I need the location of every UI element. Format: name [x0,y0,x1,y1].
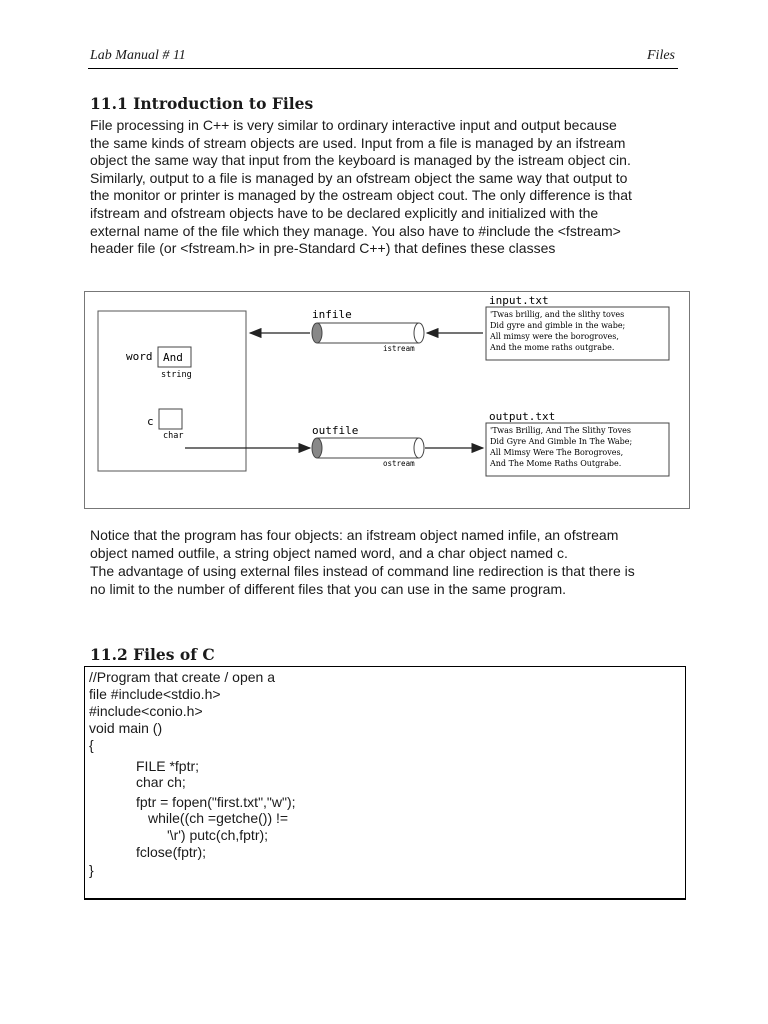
outfile-pipe-left-end [312,438,322,458]
infile-pipe-left-end [312,323,322,343]
code-line: { [89,737,94,753]
istream-label: istream [383,344,415,353]
text-line: header file (or <fstream.h> in pre-Standard C++) that defines these classes [90,240,556,257]
advantage-paragraph [90,563,677,598]
notice-paragraph [90,527,677,562]
code-line: char ch; [136,774,186,790]
input-line: All mimsy were the borogroves, [490,332,619,341]
c-type: char [163,431,184,441]
code-line: void main () [89,720,163,736]
word-label: word [126,350,153,363]
section-title-intro: 11.1 Introduction to Files [90,94,314,113]
infile-label: infile [312,308,352,321]
code-line: //Program that create / open a [89,669,275,685]
input-file-name: input.txt [489,294,549,307]
code-line: '\r') putc(ch,fptr); [167,827,269,843]
section-title-c-files: 11.2 Files of C [90,645,215,664]
text-line: Similarly, output to a file is managed by an ofstream object the same way that output to [90,169,628,186]
header-rule [88,68,678,69]
code-line: fptr = fopen("first.txt","w"); [136,794,296,810]
text-line: Notice that the program has four objects: an ifstream object named infile, an ofstream [90,527,619,543]
word-value: And [163,351,183,364]
intro-paragraph [90,117,677,258]
output-line: 'Twas Brillig, And The Slithy Toves [490,426,631,435]
stream-diagram [84,291,690,509]
code-line: FILE *fptr; [136,758,200,774]
program-box [98,311,246,471]
stream-diagram-svg [85,292,689,508]
text-line: no limit to the number of different files that you can use in the same program. [90,580,566,597]
header-section: Files [647,48,675,63]
output-file-name: output.txt [489,410,556,423]
ostream-label: ostream [383,459,415,468]
input-line: Did gyre and gimble in the wabe; [490,321,626,330]
code-line: #include<conio.h> [89,703,203,719]
text-line: ifstream and ofstream objects have to be declared explicitly and initialized with the [90,204,599,221]
outfile-pipe-right-end [414,438,424,458]
code-line: while((ch =getche()) != [148,810,289,826]
output-line: All Mimsy Were The Borogroves, [490,448,624,457]
header-title: Lab Manual # 11 [90,48,186,63]
input-line: And the mome raths outgrabe. [490,343,615,352]
code-line: } [89,862,94,878]
code-line: file #include<stdio.h> [89,686,221,702]
code-listing [84,666,686,900]
text-line: the monitor or printer is managed by the ostream object cout. The only difference is that [90,187,632,204]
c-box [159,409,182,429]
infile-pipe-right-end [414,323,424,343]
output-line: Did Gyre And Gimble In The Wabe; [490,437,633,446]
text-line: File processing in C++ is very similar to ordinary interactive input and output because [90,117,617,133]
text-line: external name of the file which they manage. You also have to #include the <fstream> [90,222,621,239]
c-label: c [147,415,154,428]
output-line: And The Mome Raths Outgrabe. [490,459,622,468]
code-line: fclose(fptr); [136,844,207,860]
text-line: the same kinds of stream objects are used. Input from a file is managed by an ifstream [90,134,626,151]
text-line: The advantage of using external files instead of command line redirection is that there is [90,563,635,579]
word-type: string [161,370,192,380]
input-line: 'Twas brillig, and the slithy toves [490,310,625,319]
text-line: object named outfile, a string object named word, and a char object named c. [90,544,568,561]
outfile-label: outfile [312,424,359,437]
text-line: object the same way that input from the keyboard is managed by the istream object cin. [90,152,631,169]
